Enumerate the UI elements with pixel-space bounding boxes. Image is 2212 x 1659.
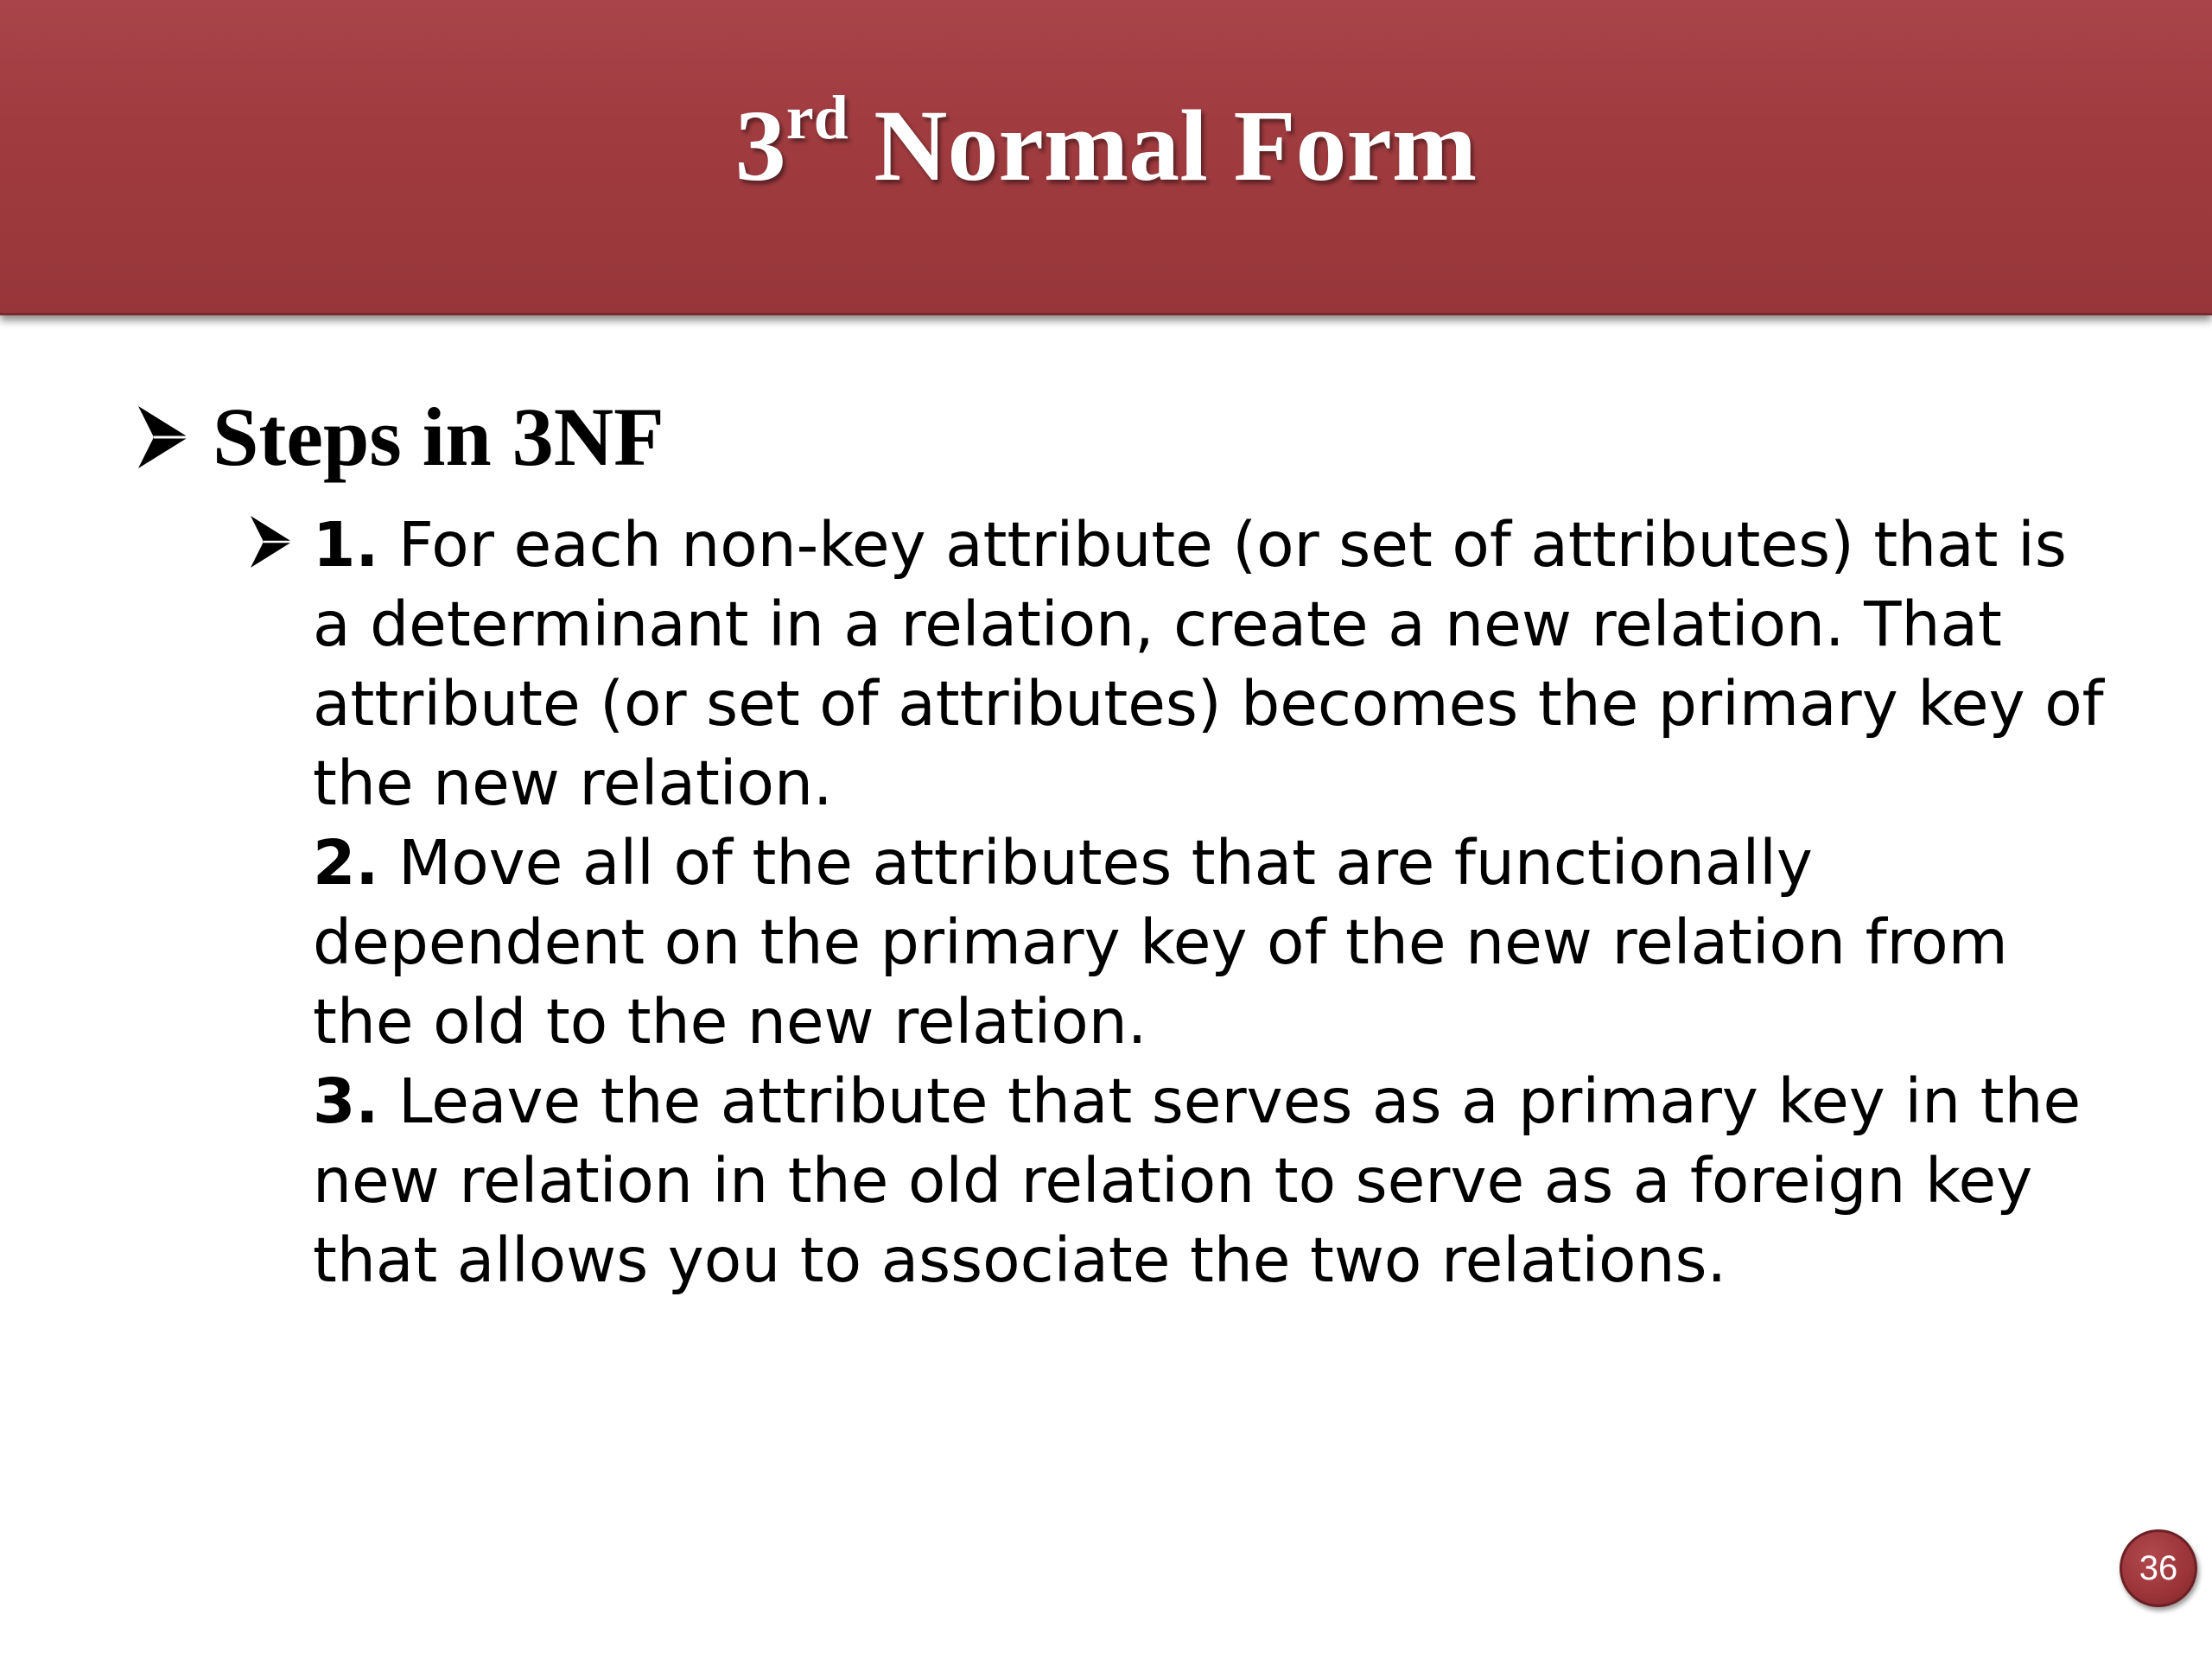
step-text: For each non-key attribute (or set of attributes) that is a determinant in a relation, create a new relation. That attribute (or set of attributes) becomes the primary key of the new relation. [313,509,2104,819]
chevron-arrow-bullet-icon [137,404,190,470]
step-item-3 [313,1062,2119,1300]
chevron-arrow-bullet-icon [249,514,294,569]
title-bar [0,0,2212,315]
step-number: 3. [313,1065,379,1137]
step-item-1 [313,505,2119,823]
page-number-badge: 36 [2120,1529,2197,1607]
step-item-2 [313,823,2119,1062]
step-number: 1. [313,509,379,581]
steps-list [313,505,2119,1300]
title-rest: Normal Form [848,89,1478,202]
step-text: Move all of the attributes that are functionally dependent on the primary key of the new relation from the old to the new relation. [313,827,2008,1058]
section-heading: Steps in 3NF [213,391,664,483]
step-number: 2. [313,827,379,899]
step-text: Leave the attribute that serves as a primary key in the new relation in the old relation to serve as a foreign key that allows you to associate the two relations. [313,1065,2082,1296]
title-superscript: rd [785,83,849,152]
slide-title [0,83,2212,202]
bullet-heading [137,391,664,483]
title-prefix: 3 [734,89,786,202]
